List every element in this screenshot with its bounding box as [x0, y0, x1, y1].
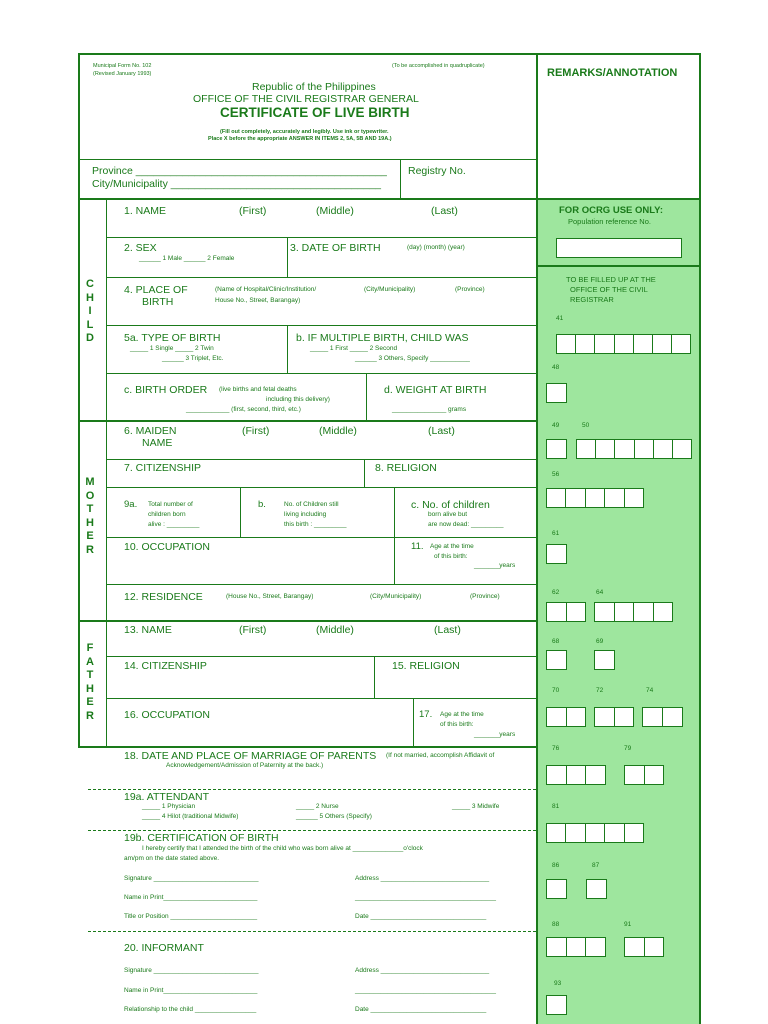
multiple-birth-options-1[interactable]: _____ 1 First _____ 2 Second	[310, 345, 398, 352]
section-letter: T	[86, 669, 94, 681]
code-label: 81	[552, 803, 560, 810]
birth-order-note-1: (live births and fetal deaths	[219, 386, 297, 393]
code-entry-box[interactable]	[653, 439, 673, 459]
informant-relationship-field[interactable]: Relationship to the child _________________	[124, 1006, 257, 1013]
form-number: Municipal Form No. 102	[93, 63, 152, 69]
section-letter: L	[86, 318, 94, 331]
father-name-label: 13. NAME	[124, 624, 172, 636]
pob-hospital-hint: (Name of Hospital/Clinic/Institution/	[215, 286, 317, 293]
code-entry-box[interactable]	[671, 334, 691, 354]
informant-name-field[interactable]: Name in Print__________________________	[124, 987, 258, 994]
code-entry-box[interactable]	[594, 602, 615, 622]
residence-house-hint: (House No., Street, Barangay)	[226, 593, 314, 600]
code-label: 49	[552, 422, 560, 429]
pob-province-hint: (Province)	[455, 286, 485, 293]
code-entry-box[interactable]	[624, 488, 644, 508]
population-reference-input[interactable]	[556, 238, 682, 258]
children-born-alive-text-1: Total number of	[148, 501, 193, 508]
mother-maiden-label: 6. MAIDEN	[124, 425, 177, 437]
father-middle-label: (Middle)	[316, 624, 354, 636]
code-label: 56	[552, 471, 560, 478]
pob-city-hint: (City/Municipality)	[364, 286, 416, 293]
code-label: 62	[552, 589, 560, 596]
code-entry-box[interactable]	[644, 937, 665, 957]
section-letter: H	[86, 682, 94, 695]
residence-province-hint: (Province)	[470, 593, 500, 600]
code-entry-box[interactable]	[614, 707, 635, 727]
code-entry-box[interactable]	[604, 488, 624, 508]
code-label: 48	[552, 364, 560, 371]
residence-label: 12. RESIDENCE	[124, 591, 203, 603]
attendant-physician[interactable]: _____ 1 Physician	[142, 803, 196, 810]
filled-note-3: REGISTRAR	[570, 295, 614, 304]
code-entry-box[interactable]	[594, 650, 615, 670]
code-entry-box[interactable]	[546, 439, 567, 459]
attendant-others[interactable]: ______ 5 Others (Specify)	[296, 813, 372, 820]
mother-age-text-1: Age at the time	[430, 543, 474, 550]
code-label: 61	[552, 530, 560, 537]
section-letter: I	[88, 305, 92, 317]
mother-age-label: 11.	[411, 541, 424, 552]
section-letter: E	[86, 696, 94, 708]
children-living-text-1: No. of Children still	[284, 501, 339, 508]
page-title: CERTIFICATE OF LIVE BIRTH	[220, 105, 410, 120]
code-entry-box[interactable]	[585, 488, 605, 508]
children-born-alive-label: 9a.	[124, 499, 138, 510]
certification-label: 19b. CERTIFICATION OF BIRTH	[124, 832, 279, 844]
child-first-label: (First)	[239, 205, 267, 217]
code-entry-box[interactable]	[546, 383, 567, 403]
code-label: 69	[596, 638, 604, 645]
population-reference-label: Population reference No.	[568, 217, 651, 226]
code-label: 87	[592, 862, 600, 869]
code-label: 76	[552, 745, 560, 752]
section-letter: E	[86, 530, 94, 542]
code-entry-box[interactable]	[614, 439, 634, 459]
code-entry-box[interactable]	[546, 937, 567, 957]
section-letter: A	[86, 655, 94, 668]
code-entry-box[interactable]	[585, 765, 606, 785]
attendant-title-field[interactable]: Title or Position ________________________	[124, 913, 258, 920]
revised-date: (Revised January 1993)	[93, 71, 152, 77]
certification-text-2: am/pm on the date stated above.	[124, 855, 220, 862]
children-dead-field[interactable]: are now dead: _________	[428, 521, 504, 528]
quadruplicate-note: (To be accomplished in quadruplicate)	[392, 63, 485, 69]
code-label: 88	[552, 921, 560, 928]
code-entry-box[interactable]	[546, 995, 567, 1015]
code-entry-box[interactable]	[644, 765, 665, 785]
section-letter: H	[86, 516, 94, 529]
child-name-label: 1. NAME	[124, 205, 167, 217]
section-mother-label	[80, 476, 100, 557]
section-letter: C	[86, 278, 94, 290]
filled-note-1: TO BE FILLED UP AT THE	[566, 275, 656, 284]
code-entry-box[interactable]	[633, 334, 653, 354]
type-of-birth-options-2[interactable]: ______ 3 Triplet, Etc.	[162, 355, 224, 362]
multiple-birth-label: b. IF MULTIPLE BIRTH, CHILD WAS	[296, 332, 469, 344]
section-letter: F	[86, 642, 94, 654]
marriage-note-1: (If not married, accomplish Affidavit of	[386, 752, 495, 759]
code-entry-box[interactable]	[566, 602, 587, 622]
code-entry-box[interactable]	[653, 602, 674, 622]
attendant-hilot[interactable]: _____ 4 Hilot (traditional Midwife)	[142, 813, 239, 820]
birth-order-label: c. BIRTH ORDER	[124, 384, 208, 396]
children-born-alive-text-2: children born	[148, 511, 186, 518]
code-entry-box[interactable]	[624, 823, 644, 843]
birth-order-field[interactable]: ____________ (first, second, third, etc.)	[186, 406, 301, 413]
code-entry-box[interactable]	[672, 439, 692, 459]
code-entry-box[interactable]	[575, 334, 595, 354]
office-heading: OFFICE OF THE CIVIL REGISTRAR GENERAL	[193, 93, 419, 105]
code-label: 72	[596, 687, 604, 694]
code-label: 41	[556, 315, 564, 322]
children-dead-label: c. No. of children	[411, 499, 490, 511]
code-entry-box[interactable]	[586, 879, 607, 899]
attendant-nurse[interactable]: _____ 2 Nurse	[296, 803, 339, 810]
section-letter: H	[86, 291, 94, 304]
father-citizenship-label: 14. CITIZENSHIP	[124, 660, 207, 672]
mother-age-field[interactable]: _______years	[474, 562, 516, 569]
code-entry-box[interactable]	[585, 937, 606, 957]
code-label: 70	[552, 687, 560, 694]
section-letter: R	[86, 709, 94, 722]
code-entry-box[interactable]	[633, 602, 654, 622]
mother-occupation-label: 10. OCCUPATION	[124, 541, 210, 553]
code-label: 64	[596, 589, 604, 596]
code-entry-box[interactable]	[546, 765, 567, 785]
child-last-label: (Last)	[431, 205, 458, 217]
code-entry-box[interactable]	[642, 707, 663, 727]
code-entry-box[interactable]	[594, 707, 615, 727]
instruction-line-1: (Fill out completely, accurately and legibly. Use ink or typewriter.	[220, 129, 389, 135]
marriage-label: 18. DATE AND PLACE OF MARRIAGE OF PARENTS	[124, 750, 377, 762]
filled-note-2: OFFICE OF THE CIVIL	[570, 285, 648, 294]
mother-age-text-2: of this birth:	[434, 553, 468, 560]
father-age-text-2: of this birth:	[440, 721, 474, 728]
type-of-birth-label: 5a. TYPE OF BIRTH	[124, 332, 221, 344]
code-label: 68	[552, 638, 560, 645]
mother-last-label: (Last)	[428, 425, 455, 437]
attendant-address-field[interactable]: Address ______________________________	[355, 875, 490, 882]
children-dead-text: born alive but	[428, 511, 468, 518]
code-entry-box[interactable]	[565, 823, 585, 843]
mother-first-label: (First)	[242, 425, 270, 437]
certification-text-1: I hereby certify that I attended the birth of the child who was born alive at ______________o'clock	[142, 845, 423, 852]
code-entry-box[interactable]	[624, 765, 645, 785]
informant-date-field[interactable]: Date ________________________________	[355, 1006, 487, 1013]
informant-label: 20. INFORMANT	[124, 942, 204, 954]
sex-label: 2. SEX	[124, 242, 157, 254]
multiple-birth-options-2[interactable]: ______ 3 Others, Specify ___________	[355, 355, 470, 362]
code-entry-box[interactable]	[634, 439, 654, 459]
section-letter: D	[86, 332, 94, 344]
code-entry-box[interactable]	[594, 334, 614, 354]
remarks-title: REMARKS/ANNOTATION	[547, 67, 678, 79]
code-entry-box[interactable]	[565, 488, 585, 508]
code-entry-box[interactable]	[546, 544, 567, 564]
code-entry-box[interactable]	[546, 650, 567, 670]
children-living-text-2: living including	[284, 511, 327, 518]
attendant-date-field[interactable]: Date ________________________________	[355, 913, 487, 920]
code-entry-box[interactable]	[614, 602, 635, 622]
code-label: 91	[624, 921, 632, 928]
ocrg-title: FOR OCRG USE ONLY:	[559, 205, 663, 216]
informant-address-line-2[interactable]: _______________________________________	[355, 987, 496, 994]
attendant-midwife[interactable]: _____ 3 Midwife	[452, 803, 500, 810]
section-letter: T	[86, 503, 94, 515]
father-religion-label: 15. RELIGION	[392, 660, 460, 672]
attendant-name-field[interactable]: Name in Print__________________________	[124, 894, 258, 901]
father-age-label: 17.	[419, 709, 433, 720]
father-age-text-1: Age at the time	[440, 711, 484, 718]
dob-parts: (day) (month) (year)	[407, 244, 465, 251]
code-entry-box[interactable]	[576, 439, 596, 459]
place-of-birth-label-2: BIRTH	[142, 296, 174, 308]
code-entry-box[interactable]	[604, 823, 624, 843]
code-label: 93	[554, 980, 562, 987]
father-age-field[interactable]: _______years	[474, 731, 516, 738]
type-of-birth-options-1[interactable]: _____ 1 Single _____ 2 Twin	[130, 345, 214, 352]
informant-address-field[interactable]: Address ______________________________	[355, 967, 490, 974]
code-entry-box[interactable]	[566, 707, 587, 727]
weight-at-birth-label: d. WEIGHT AT BIRTH	[384, 384, 487, 396]
mother-religion-label: 8. RELIGION	[375, 462, 437, 474]
section-letter: M	[85, 476, 95, 488]
father-first-label: (First)	[239, 624, 267, 636]
residence-city-hint: (City/Municipality)	[370, 593, 422, 600]
code-entry-box[interactable]	[546, 488, 566, 508]
registry-number-label: Registry No.	[408, 165, 466, 177]
section-father-label	[80, 642, 100, 723]
city-field[interactable]: City/Municipality ____________________________________	[92, 178, 381, 190]
code-entry-box[interactable]	[546, 879, 567, 899]
mother-citizenship-label: 7. CITIZENSHIP	[124, 462, 202, 474]
code-label: 86	[552, 862, 560, 869]
children-living-label: b.	[258, 499, 266, 510]
mother-middle-label: (Middle)	[319, 425, 357, 437]
code-entry-box[interactable]	[556, 334, 576, 354]
section-letter: O	[85, 489, 95, 502]
pob-house-hint: House No., Street, Barangay)	[215, 297, 301, 304]
mother-name-label: NAME	[142, 437, 173, 449]
code-label: 50	[582, 422, 590, 429]
children-living-field[interactable]: this birth : _________	[284, 521, 347, 528]
code-entry-box[interactable]	[546, 823, 566, 843]
code-entry-box[interactable]	[585, 823, 605, 843]
instruction-line-2: Place X before the appropriate ANSWER IN ITEMS 2, 5A, 5B AND 19A.)	[208, 136, 392, 142]
birth-order-note-2: including this delivery)	[266, 396, 330, 403]
father-occupation-label: 16. OCCUPATION	[124, 709, 210, 721]
father-last-label: (Last)	[434, 624, 461, 636]
code-entry-box[interactable]	[624, 937, 645, 957]
code-label: 79	[624, 745, 632, 752]
child-middle-label: (Middle)	[316, 205, 354, 217]
attendant-signature-field[interactable]: Signature _____________________________	[124, 875, 259, 882]
attendant-label: 19a. ATTENDANT	[124, 791, 209, 803]
province-field[interactable]: Province ___________________________________________	[92, 165, 387, 177]
children-born-alive-field[interactable]: alive : _________	[148, 521, 200, 528]
code-entry-box[interactable]	[595, 439, 615, 459]
sex-options[interactable]: ______ 1 Male ______ 2 Female	[139, 255, 235, 262]
code-entry-box[interactable]	[546, 707, 567, 727]
place-of-birth-label: 4. PLACE OF	[124, 284, 188, 296]
attendant-address-line-2[interactable]: _______________________________________	[355, 894, 496, 901]
code-entry-box[interactable]	[566, 937, 587, 957]
section-letter: R	[86, 543, 94, 556]
code-entry-box[interactable]	[566, 765, 587, 785]
code-entry-box[interactable]	[546, 602, 567, 622]
informant-signature-field[interactable]: Signature _____________________________	[124, 967, 259, 974]
section-child-label	[80, 278, 100, 346]
code-entry-box[interactable]	[614, 334, 634, 354]
code-label: 74	[646, 687, 654, 694]
date-of-birth-label: 3. DATE OF BIRTH	[290, 242, 381, 254]
code-entry-box[interactable]	[662, 707, 683, 727]
marriage-note-2: Acknowledgement/Admission of Paternity at the back.)	[166, 762, 324, 769]
republic-heading: Republic of the Philippines	[252, 81, 376, 93]
weight-field[interactable]: _______________ grams	[392, 406, 467, 413]
code-entry-box[interactable]	[652, 334, 672, 354]
